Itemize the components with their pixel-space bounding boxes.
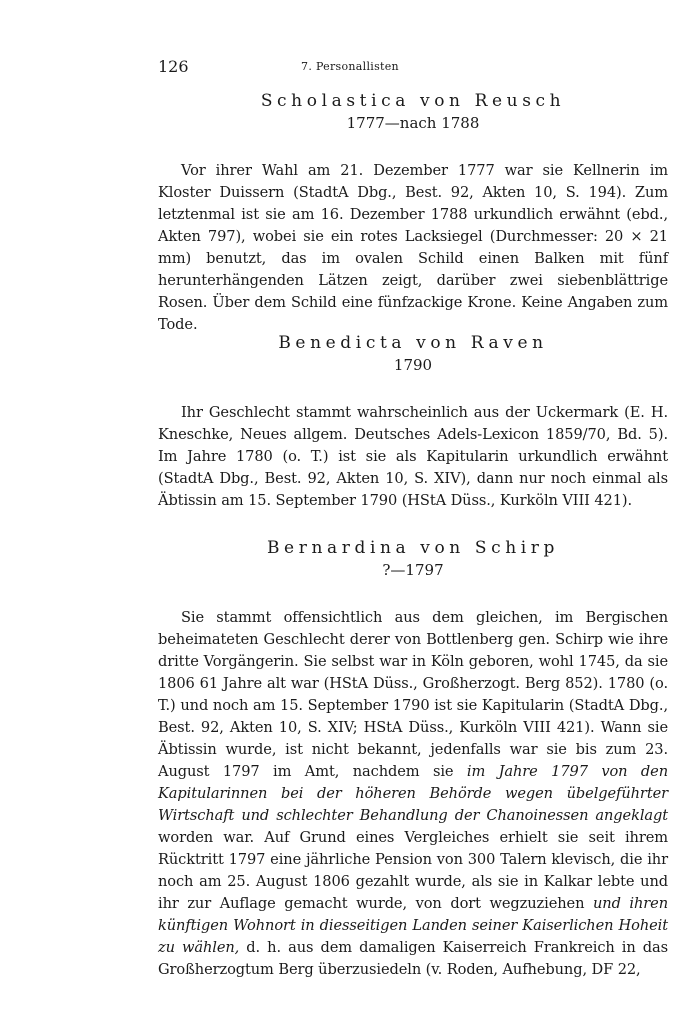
section-body	[158, 402, 668, 512]
paragraph	[158, 160, 668, 336]
text-run: Ihr Geschlecht stammt wahrscheinlich aus der Uckermark (E. H. Kneschke, Neues allgem. Deutsches Adels-Lexicon 1859/70, Bd. 5). Im Jahre 1780 (o. T.) ist sie als Kapitularin urkundlich erwähnt (StadtA Dbg., Best. 92, Akten 10, S. XIV), dann nur noch einmal als Äbtissin am 15. September 1790 (HStA Düss., Kurköln VIII 421).	[158, 404, 668, 509]
text-run: d. h. aus dem damaligen Kaiserreich Frankreich in das Großherzogtum Berg überzusiedeln (v. Roden, Aufhebung, DF 22,	[158, 939, 668, 978]
section-body	[158, 607, 668, 981]
text-run: Vor ihrer Wahl am 21. Dezember 1777 war sie Kellnerin im Kloster Duissern (StadtA Dbg., Best. 92, Akten 10, S. 194). Zum letztenmal ist sie am 16. Dezember 1788 urkundlich erwähnt (ebd., Akten 797), wobei sie ein rotes Lacksiegel (Durchmesser: 20 × 21 mm) benutzt, das im ovalen Schild einen Balken mit fünf herunterhängenden Lätzen zeigt, darüber zwei siebenblättrige Rosen. Über dem Schild eine fünfzackige Krone. Keine Angaben zum Tode.	[158, 162, 668, 333]
section-scholastica	[158, 90, 668, 336]
section-body	[158, 160, 668, 336]
paragraph	[158, 607, 668, 981]
italic-quote: und ihren künftigen Wohnort in diesseitigen Landen seiner Kaiserlichen Hoheit zu wählen,	[158, 895, 668, 956]
paragraph	[158, 402, 668, 512]
running-head: 7. Personallisten	[301, 60, 399, 73]
section-years: 1777—nach 1788	[346, 114, 480, 132]
text-run: worden war. Auf Grund eines Vergleiches erhielt sie seit ihrem Rücktritt 1797 eine jährliche Pension von 300 Talern klevisch, die ihr noch am 25. August 1806 gezahlt wurde, als sie in Kalkar lebte und ihr zur Auflage gemacht wurde, von dort wegzuziehen	[158, 829, 668, 912]
section-name: Scholastica von Reusch	[260, 91, 566, 111]
section-benedicta	[158, 332, 668, 512]
section-years: ?—1797	[382, 561, 444, 579]
italic-quote: im Jahre 1797 von den Kapitularinnen bei der höheren Behörde wegen übelgeführter Wirtschaft und schlechter Behandlung der Chanoinessen angeklagt	[158, 763, 668, 824]
section-years: 1790	[393, 356, 433, 374]
text-run: Sie stammt offensichtlich aus dem gleichen, im Bergischen beheimateten Geschlecht derer von Bottlenberg gen. Schirp wie ihre dritte Vorgängerin. Sie selbst war in Köln geboren, wohl 1745, da sie 1806 61 Jahre alt war (HStA Düss., Großherzogt. Berg 852). 1780 (o. T.) und noch am 15. September 1790 ist sie Kapitularin (StadtA Dbg., Best. 92, Akten 10, S. XIV; HStA Düss., Kurköln VIII 421). Wann sie Äbtissin wurde, ist nicht bekannt, jedenfalls war sie bis zum 23. August 1797 im Amt, nachdem sie	[158, 609, 668, 780]
section-bernardina	[158, 537, 668, 981]
page-number: 126	[158, 57, 189, 76]
section-name: Benedicta von Raven	[278, 333, 548, 353]
section-name: Bernardina von Schirp	[266, 538, 560, 558]
